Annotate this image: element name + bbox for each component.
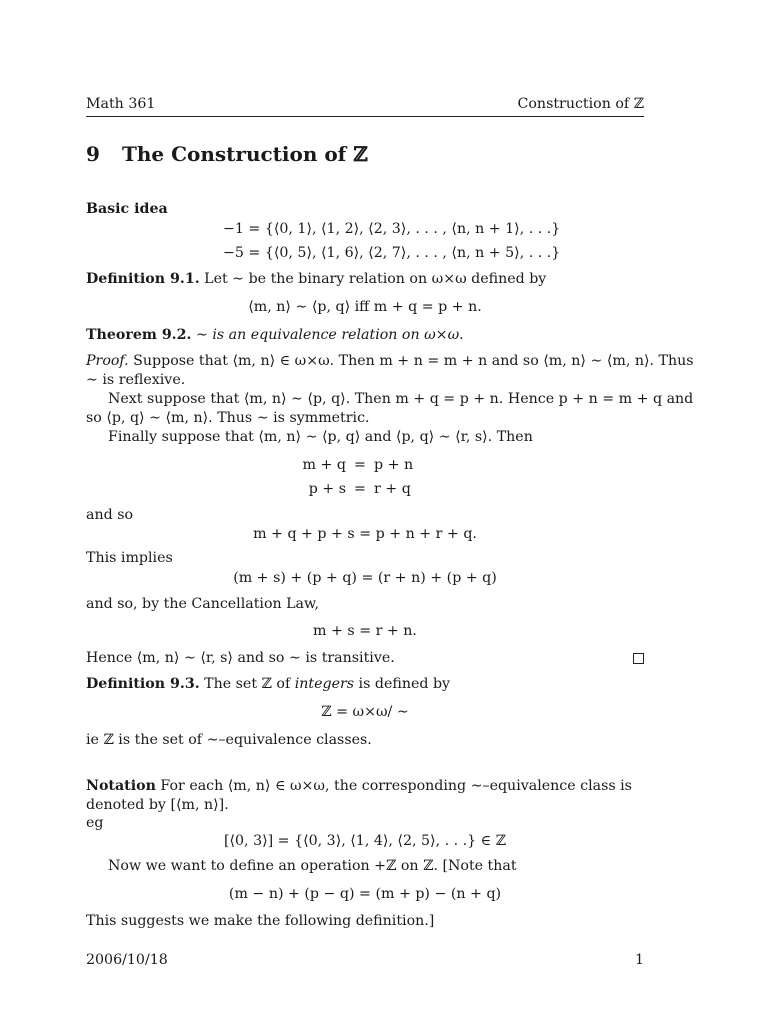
class-example-equation: [⟨0, 3⟩] = {⟨0, 3⟩, ⟨1, 4⟩, ⟨2, 5⟩, . . .} ∈ ℤ (223, 833, 507, 849)
definition-term: integers (294, 676, 355, 692)
definition-label: Definition 9.1. (86, 271, 200, 287)
section-number: 9 (86, 142, 100, 166)
equation-minus-five: −5 = {⟨0, 5⟩, ⟨1, 6⟩, ⟨2, 7⟩, . . . , ⟨n, n + 5⟩, . . .} (223, 245, 561, 261)
page-number: 1 (634, 952, 644, 968)
equation-sign: = (354, 457, 366, 473)
definition-9-1 (86, 271, 644, 287)
proof-line-3: Next suppose that ⟨m, n⟩ ∼ ⟨p, q⟩. Then m + q = p + n. Hence p + n = m + q and (108, 391, 694, 407)
theorem-text: ∼ is an equivalence relation on ω×ω. (191, 327, 464, 343)
running-header (86, 94, 644, 117)
notation-label: Notation (86, 778, 156, 794)
theorem-9-2 (86, 327, 644, 343)
header-course: Math 361 (86, 96, 156, 112)
qed-box-icon (633, 653, 644, 664)
equation-minus-one: −1 = {⟨0, 1⟩, ⟨1, 2⟩, ⟨2, 3⟩, . . . , ⟨n, n + 1⟩, . . .} (223, 221, 561, 237)
this-implies-text: This implies (86, 550, 173, 566)
equation-lhs: m + q (302, 457, 346, 473)
section-title: The Construction of ℤ (122, 142, 368, 166)
sum-equation: m + q + p + s = p + n + r + q. (253, 526, 477, 542)
suggestion-text: This suggests we make the following definition.] (86, 913, 435, 929)
proof-line-4: so ⟨p, q⟩ ∼ ⟨m, n⟩. Thus ∼ is symmetric. (86, 410, 370, 426)
proof-line-5: Finally suppose that ⟨m, n⟩ ∼ ⟨p, q⟩ and ⟨p, q⟩ ∼ ⟨r, s⟩. Then (108, 429, 533, 445)
equivalence-classes-text: ie ℤ is the set of ∼–equivalence classes. (86, 732, 372, 748)
difference-equation: (m − n) + (p − q) = (m + p) − (n + q) (228, 886, 502, 902)
and-so-text: and so (86, 507, 134, 523)
definition-9-1-equation: ⟨m, n⟩ ∼ ⟨p, q⟩ iff m + q = p + n. (248, 299, 482, 315)
notation-paragraph (86, 777, 644, 815)
aligned-equation-2 (286, 481, 446, 497)
equation-rhs: p + n (374, 457, 414, 473)
eg-text: eg (86, 815, 104, 831)
definition-text: The set ℤ of (199, 676, 295, 692)
notation-text: For each ⟨m, n⟩ ∈ ω×ω, the corresponding ∼–equivalence class is denoted by [⟨m, n⟩]. (86, 778, 632, 813)
final-equation: m + s = r + n. (313, 623, 417, 639)
equation-rhs: r + q (374, 481, 411, 497)
definition-label: Definition 9.3. (86, 676, 200, 692)
aligned-equation-1 (286, 457, 446, 473)
equation-lhs: p + s (308, 481, 346, 497)
operation-intro-text: Now we want to define an operation +ℤ on ℤ. [Note that (108, 858, 517, 874)
footer-date: 2006/10/18 (86, 952, 168, 968)
definition-9-3 (86, 676, 644, 692)
section-heading (86, 142, 368, 166)
cancellation-text: and so, by the Cancellation Law, (86, 596, 319, 612)
transitive-text: Hence ⟨m, n⟩ ∼ ⟨r, s⟩ and so ∼ is transitive. (86, 650, 395, 666)
proof-line-2: ∼ is reflexive. (86, 372, 186, 388)
proof-text: Suppose that ⟨m, n⟩ ∈ ω×ω. Then m + n = m + n and so ⟨m, n⟩ ∼ ⟨m, n⟩. Thus (128, 353, 694, 369)
theorem-label: Theorem 9.2. (86, 327, 192, 343)
equation-sign: = (354, 481, 366, 497)
header-topic: Construction of ℤ (517, 96, 644, 112)
integers-equation: ℤ = ω×ω/ ∼ (321, 704, 409, 720)
proof-line-1 (86, 353, 694, 369)
proof-label: Proof. (86, 353, 129, 369)
basic-idea-heading: Basic idea (86, 201, 168, 217)
page (86, 0, 694, 1024)
definition-text-end: is defined by (354, 676, 451, 692)
definition-text: Let ∼ be the binary relation on ω×ω defined by (199, 271, 547, 287)
implied-equation: (m + s) + (p + q) = (r + n) + (p + q) (233, 570, 497, 586)
